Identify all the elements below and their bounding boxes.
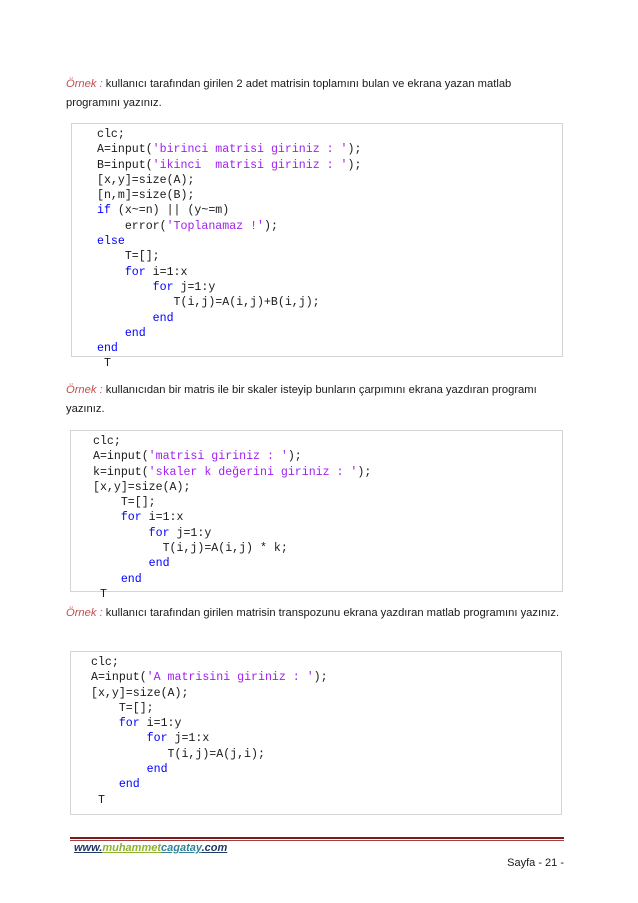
code-text: A=input( (97, 143, 153, 157)
code-text: ); (347, 158, 362, 172)
code-keyword: end (91, 763, 168, 777)
code-text: T (93, 587, 107, 601)
code-text: clc; (93, 435, 121, 448)
page-number: Sayfa - 21 - (507, 857, 564, 869)
code-text: clc; (97, 128, 125, 141)
example-1-paragraph (66, 75, 566, 113)
code-line (72, 280, 562, 295)
code-line (72, 341, 562, 356)
code-text (91, 732, 147, 745)
code-line (71, 449, 562, 464)
code-string: 'skaler k değerini giriniz : ' (148, 465, 358, 479)
code-keyword: else (97, 235, 125, 249)
code-text (97, 266, 125, 279)
code-text: ); (287, 450, 302, 464)
code-line (72, 295, 562, 310)
code-block-2 (70, 430, 563, 601)
code-block-3 (70, 651, 562, 815)
code-keyword: end (97, 311, 174, 325)
code-line (71, 777, 561, 792)
code-block-1 (71, 123, 563, 371)
code-text: (x~=n) || (y~=m) (110, 204, 230, 218)
code-line (71, 556, 562, 571)
url-part: cagatay (161, 842, 202, 854)
code-line (71, 701, 561, 716)
example-label: Örnek : (66, 384, 103, 396)
code-text: T=[]; (93, 496, 156, 510)
code-text: B=input( (97, 158, 153, 172)
example-2-paragraph (66, 381, 566, 419)
code-keyword: if (97, 204, 111, 218)
code-keyword: for (146, 732, 168, 746)
code-text: k=input( (93, 465, 149, 479)
code-text: T (97, 357, 111, 371)
code-line (71, 747, 561, 762)
code-line (72, 265, 562, 280)
example-text: kullanıcı tarafından girilen matrisin transpozunu ekrana yazdıran matlab programını yazınız. (102, 607, 560, 619)
code-text (93, 511, 121, 524)
code-line (72, 127, 562, 142)
example-3-paragraph (66, 604, 566, 623)
code-line (71, 670, 561, 685)
code-text: T(i,j)=A(i,j) * k; (93, 542, 288, 556)
example-label: Örnek : (66, 78, 103, 90)
footer-rule (70, 837, 564, 839)
code-line (72, 326, 562, 341)
code-text: j=1:x (167, 732, 210, 746)
code-text: ); (347, 143, 362, 157)
code-line (71, 716, 561, 731)
code-line (71, 655, 561, 670)
footer-rule-thin (70, 840, 564, 841)
footer-website-link[interactable] (74, 842, 227, 854)
code-keyword: for (118, 717, 140, 731)
code-text: j=1:y (169, 526, 212, 540)
code-line (72, 249, 562, 264)
code-text: ); (357, 465, 372, 479)
url-part: www. (74, 842, 103, 854)
code-text: T(i,j)=A(j,i); (91, 747, 265, 761)
code-line (72, 234, 562, 249)
code-text: A=input( (91, 671, 147, 685)
code-line (71, 587, 562, 602)
example-text: kullanıcı tarafından girilen 2 adet matrisin toplamını bulan ve ekrana yazan matlab programını yazınız. (66, 78, 512, 109)
code-text: i=1:x (141, 511, 184, 525)
code-string: 'A matrisini giriniz : ' (146, 671, 314, 685)
code-text: [x,y]=size(A); (97, 173, 195, 187)
code-line (72, 203, 562, 218)
code-line (72, 188, 562, 203)
code-text: T=[]; (97, 250, 160, 264)
code-text (97, 281, 153, 294)
code-line (71, 762, 561, 777)
code-text: T=[]; (91, 701, 154, 715)
code-line (72, 356, 562, 371)
code-line (71, 686, 561, 701)
code-text: error( (97, 219, 167, 233)
code-text: ); (313, 671, 328, 685)
code-line (71, 526, 562, 541)
code-line (71, 793, 561, 808)
code-keyword: end (91, 778, 140, 792)
code-line (71, 495, 562, 510)
code-line (72, 173, 562, 188)
code-keyword: end (93, 557, 170, 571)
code-line (72, 219, 562, 234)
code-text: T (91, 793, 105, 807)
code-line (72, 158, 562, 173)
code-string: 'matrisi giriniz : ' (148, 450, 288, 464)
code-keyword: for (120, 511, 142, 525)
code-text: [x,y]=size(A); (93, 480, 191, 494)
code-line (71, 480, 562, 495)
example-label: Örnek : (66, 607, 103, 619)
code-text (91, 717, 119, 730)
code-keyword: end (93, 572, 142, 586)
code-line (72, 142, 562, 157)
code-line (71, 434, 562, 449)
code-text: j=1:y (173, 280, 216, 294)
code-text: T(i,j)=A(i,j)+B(i,j); (97, 296, 320, 310)
code-text: ); (263, 219, 278, 233)
url-part: muhammet (102, 842, 162, 854)
code-keyword: end (97, 342, 118, 356)
code-line (72, 311, 562, 326)
code-keyword: for (124, 265, 146, 279)
code-keyword: for (148, 526, 170, 540)
example-text: kullanıcıdan bir matris ile bir skaler isteyip bunların çarpımını ekrana yazdıran programı yazınız. (66, 384, 537, 415)
code-keyword: for (152, 280, 174, 294)
code-line (71, 465, 562, 480)
code-keyword: end (97, 326, 146, 340)
code-text (93, 527, 149, 540)
code-line (71, 541, 562, 556)
code-line (71, 731, 561, 746)
code-text: i=1:y (139, 717, 182, 731)
code-text: [x,y]=size(A); (91, 686, 189, 700)
code-string: 'ikinci matrisi giriniz : ' (152, 158, 348, 172)
code-text: i=1:x (145, 265, 188, 279)
code-text: A=input( (93, 450, 149, 464)
code-line (71, 572, 562, 587)
code-string: 'Toplanamaz !' (166, 219, 264, 233)
url-part: .com (201, 842, 228, 854)
code-text: clc; (91, 656, 119, 669)
code-line (71, 510, 562, 525)
code-text: [n,m]=size(B); (97, 189, 195, 203)
code-string: 'birinci matrisi giriniz : ' (152, 143, 348, 157)
